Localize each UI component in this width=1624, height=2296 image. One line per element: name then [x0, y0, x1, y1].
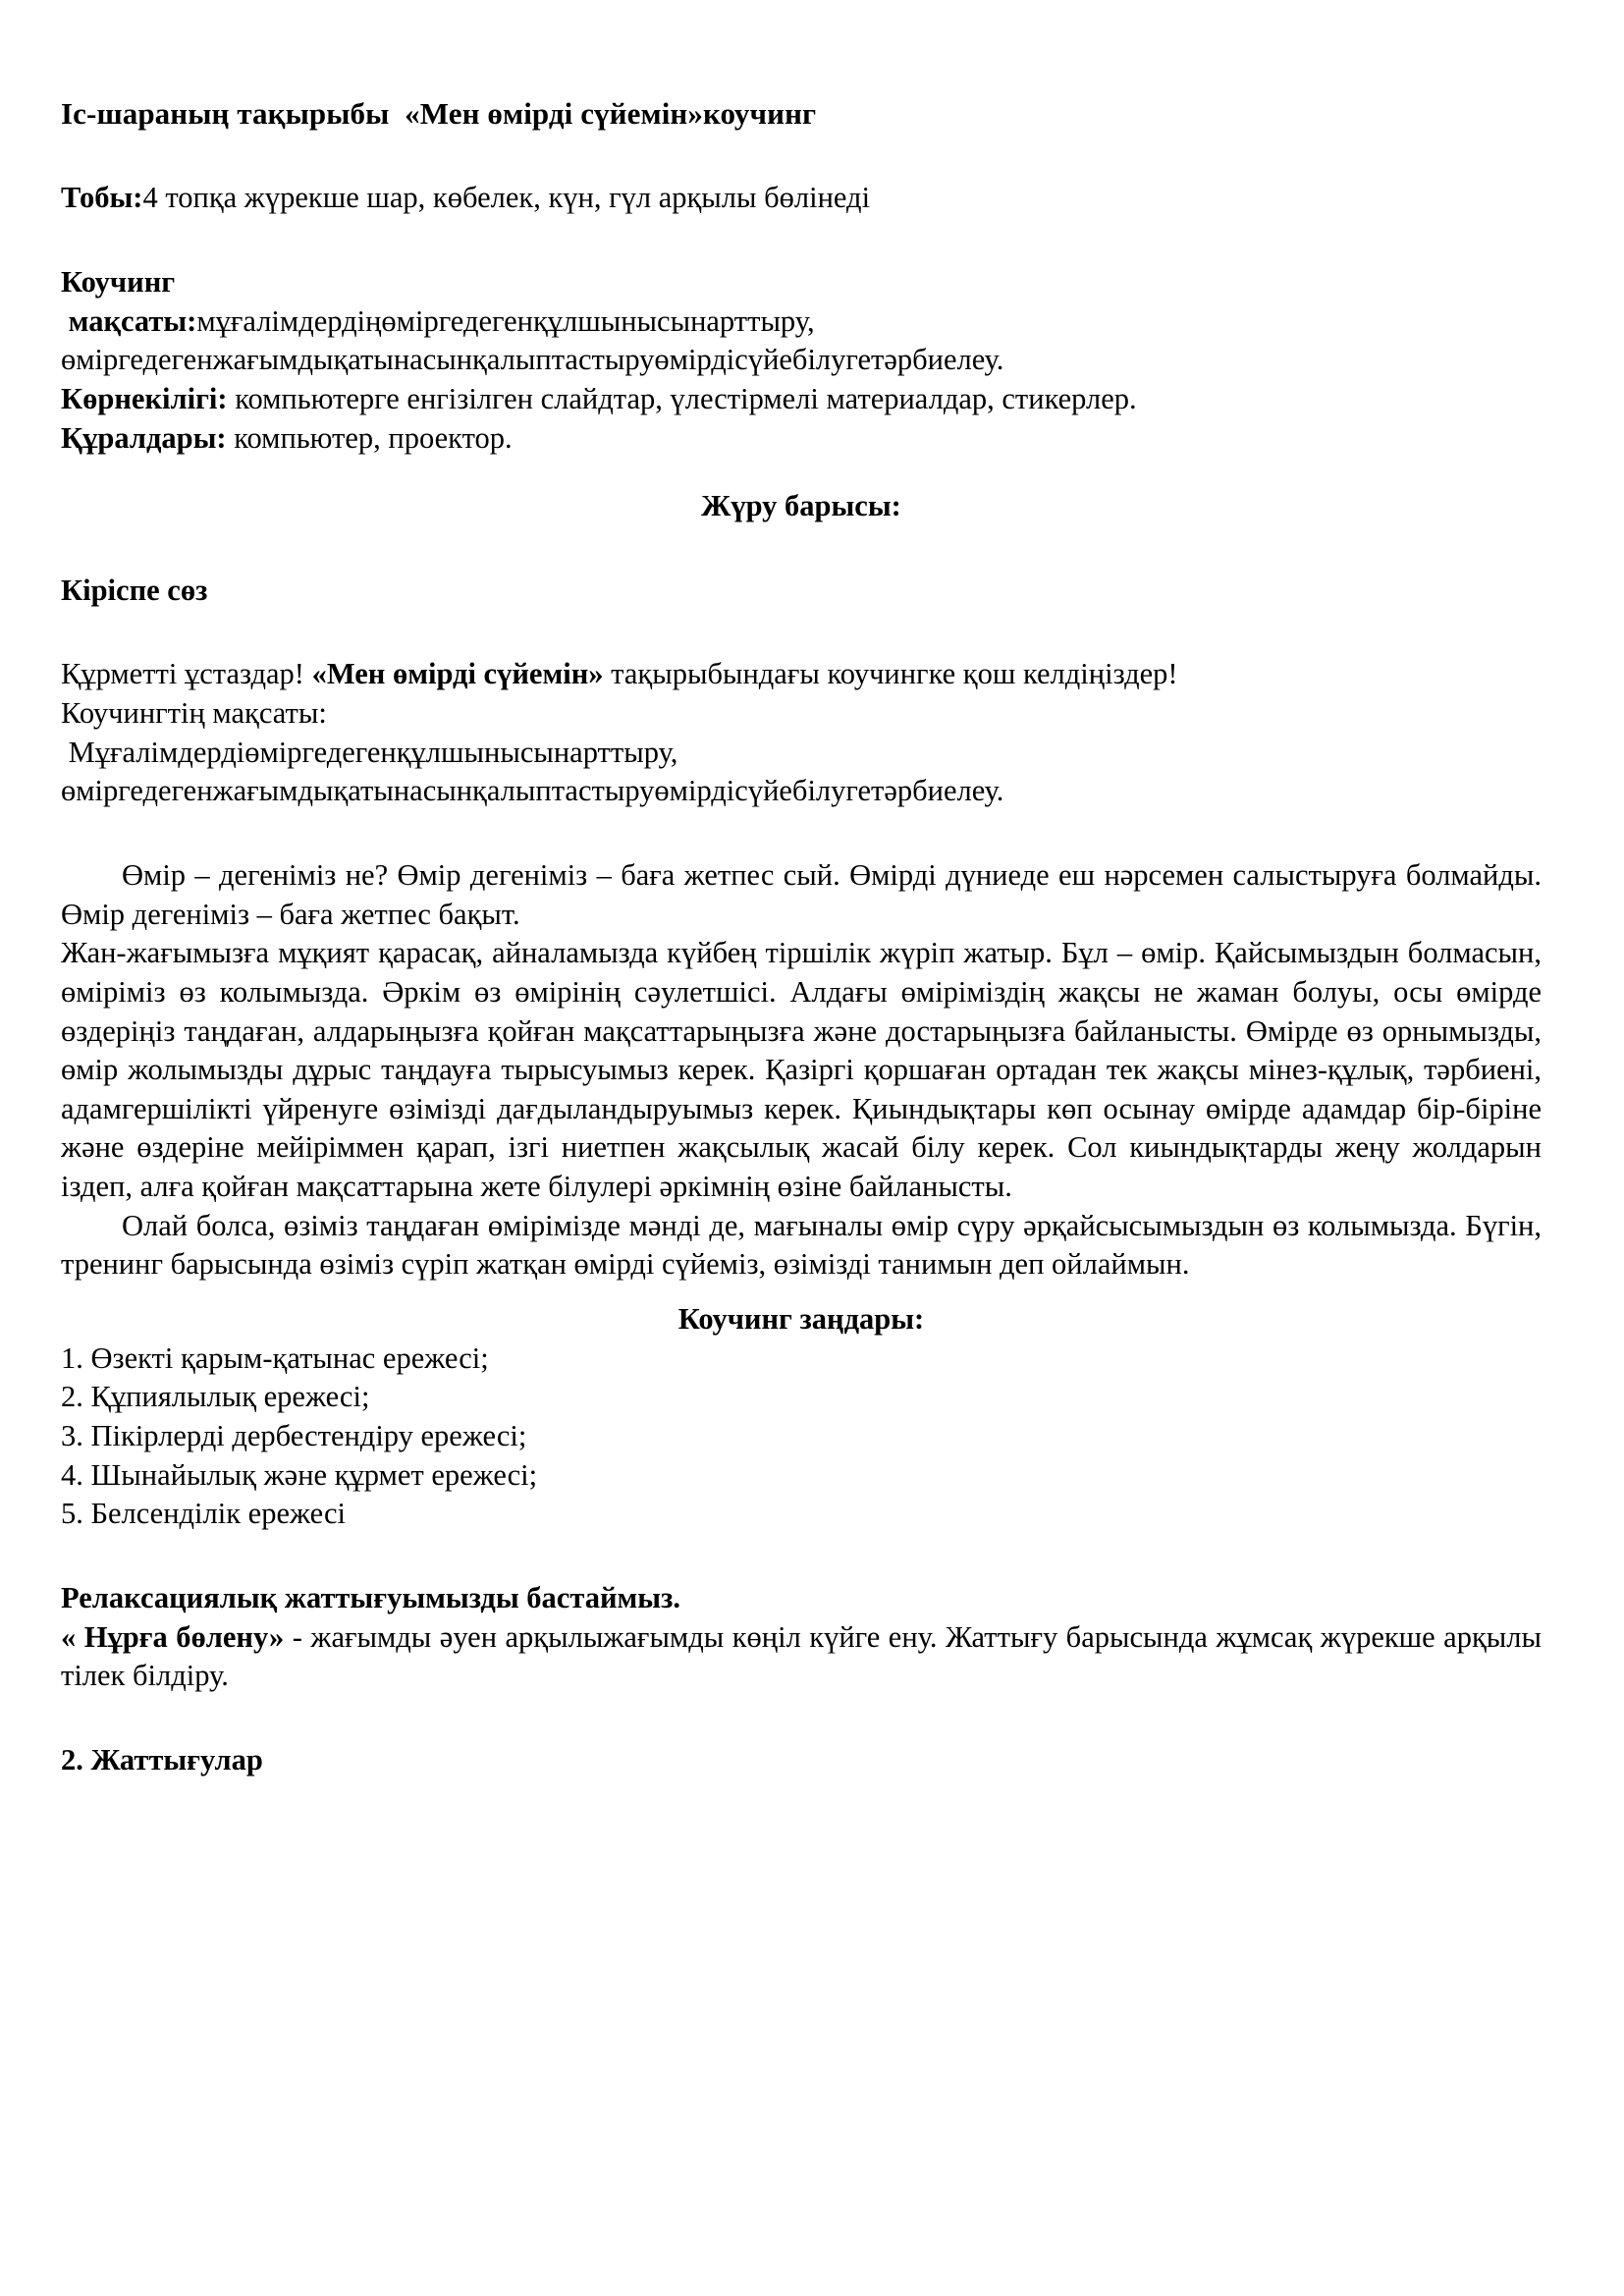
greeting-part-2: тақырыбындағы коучингке қош келдіңіздер! [603, 657, 1178, 691]
tools-label: Құралдары: [61, 420, 227, 455]
spacer [61, 458, 1542, 487]
intro-heading: Кіріспе сөз [61, 573, 208, 607]
greeting-line [61, 655, 1542, 694]
list-item: 3. Пікірлерді дербестендіру ережесі; [61, 1418, 527, 1452]
document-body [61, 94, 1542, 1779]
tools-line [61, 419, 1542, 459]
spacer [61, 610, 1542, 655]
list-item: 1. Өзекті қарым-қатынас ережесі; [61, 1340, 489, 1375]
group-line [61, 179, 1542, 218]
greeting-topic: «Мен өмірді сүйемін» [311, 657, 604, 691]
coaching-goal-label: мақсаты: [61, 303, 197, 338]
group-value: 4 топқа жүрекше шар, көбелек, күн, гүл арқылы бөлінеді [142, 181, 871, 215]
spacer [61, 134, 1542, 179]
goal-restate-line-2: Мұғалімдердіөміргедегенқұлшынысынарттыру, [61, 735, 678, 769]
event-title-line [61, 94, 1542, 134]
list-item: 5. Белсенділік ережесі [61, 1497, 346, 1531]
spacer [61, 811, 1542, 856]
list-item: 4. Шынайылық және құрмет ережесі; [61, 1457, 538, 1492]
relaxation-text [61, 1618, 1542, 1696]
greeting-part-1: Құрметті ұстаздар! [61, 657, 312, 691]
next-section-heading: 2. Жаттығулар [61, 1742, 263, 1777]
spacer [61, 1696, 1542, 1741]
coaching-goal-line-1 [61, 302, 1542, 342]
spacer [61, 1285, 1542, 1300]
body-paragraph-3: Олай болса, өзіміз таңдаған өмірімізде мәнді де, мағыналы өмір сүру әрқайсысымыздын өз колымызда. Бүгін, тренинг барысында өзіміз сүріп жатқан өмірді сүйеміз, өзімізді танимын деп ойлаймын. [61, 1208, 1542, 1282]
spacer [61, 526, 1542, 572]
relaxation-description: - жағымды әуен арқылыжағымды көңіл күйге ену. Жаттығу барысында жұмсақ жүрекше арқылы тілек білдіру. [61, 1619, 1542, 1693]
visuals-label: Көрнекілігі: [61, 381, 228, 415]
relaxation-quote: « Нұрға бөлену» [61, 1619, 285, 1654]
visuals-value: компьютерге енгізілген слайдтар, үлестірмелі материалдар, стикерлер. [227, 381, 1137, 415]
list-item: 2. Құпиялылық ережесі; [61, 1380, 370, 1414]
goal-restate-line-1: Коучингтің мақсаты: [61, 696, 327, 731]
progress-heading: Жүру барысы: [701, 489, 901, 523]
coaching-goal-text-1: мұғалімдердіңөміргедегенқұлшынысынарттыру, [196, 303, 815, 338]
relaxation-heading: Релаксациялық жаттығуымызды бастаймыз. [61, 1580, 680, 1614]
event-title-value: «Мен өмірді сүйемін»коучинг [389, 96, 817, 131]
coaching-heading: Коучинг [61, 264, 176, 299]
group-label: Тобы: [61, 181, 143, 215]
body-paragraph-2: Жан-жағымызға мұқият қарасақ, айналамызда күйбең тіршілік жүріп жатыр. Бұл – өмір. Қайсымыздын болмасын, өміріміз өз колымызда. Әркім өз өмірінің сәулетшісі. Алдағы өміріміздің жақсы не жаман болуы, осы өмірде өздеріңіз таңдаған, алдарыңызға қойған мақсаттарыңызға және достарыңызға байланысты. Өмірде өз орнымызды, өмір жолымызды дұрыс таңдауға тырысуымыз керек. Қазіргі қоршаған ортадан тек жақсы мінез-құлық, тәрбиені, адамгершілікті үйренуге өзімізді дағдыландыруымыз керек. Қиындықтары көп осынау өмірде адамдар бір-біріне және өздеріне мейіріммен қарап, ізгі ниетпен жақсылық жасай білу керек. Сол киындықтарды жеңу жолдарын іздеп, алға қойған мақсаттарына жете білулері әркімнің өзіне байланысты. [61, 936, 1542, 1204]
body-paragraph-1: Өмір – дегеніміз не? Өмір дегеніміз – баға жетпес сый. Өмірді дүниеде еш нәрсемен салыстыруға болмайды. Өмір дегеніміз – баға жетпес бақыт. [61, 857, 1542, 931]
event-title-label: Іс-шараның тақырыбы [61, 96, 390, 131]
coaching-goal-line-2: өміргедегенжағымдықатынасынқалыптастыруөмірдісүйебілугетәрбиелеу. [61, 343, 1004, 377]
tools-value: компьютер, проектор. [226, 420, 513, 455]
visuals-line [61, 380, 1542, 419]
rules-heading: Коучинг заңдары: [677, 1302, 925, 1337]
rules-list [61, 1339, 1542, 1534]
goal-restate-line-3: өміргедегенжағымдықатынасынқалыптастыруөмірдісүйебілугетәрбиелеу. [61, 774, 1004, 808]
spacer [61, 1534, 1542, 1579]
spacer [61, 218, 1542, 263]
